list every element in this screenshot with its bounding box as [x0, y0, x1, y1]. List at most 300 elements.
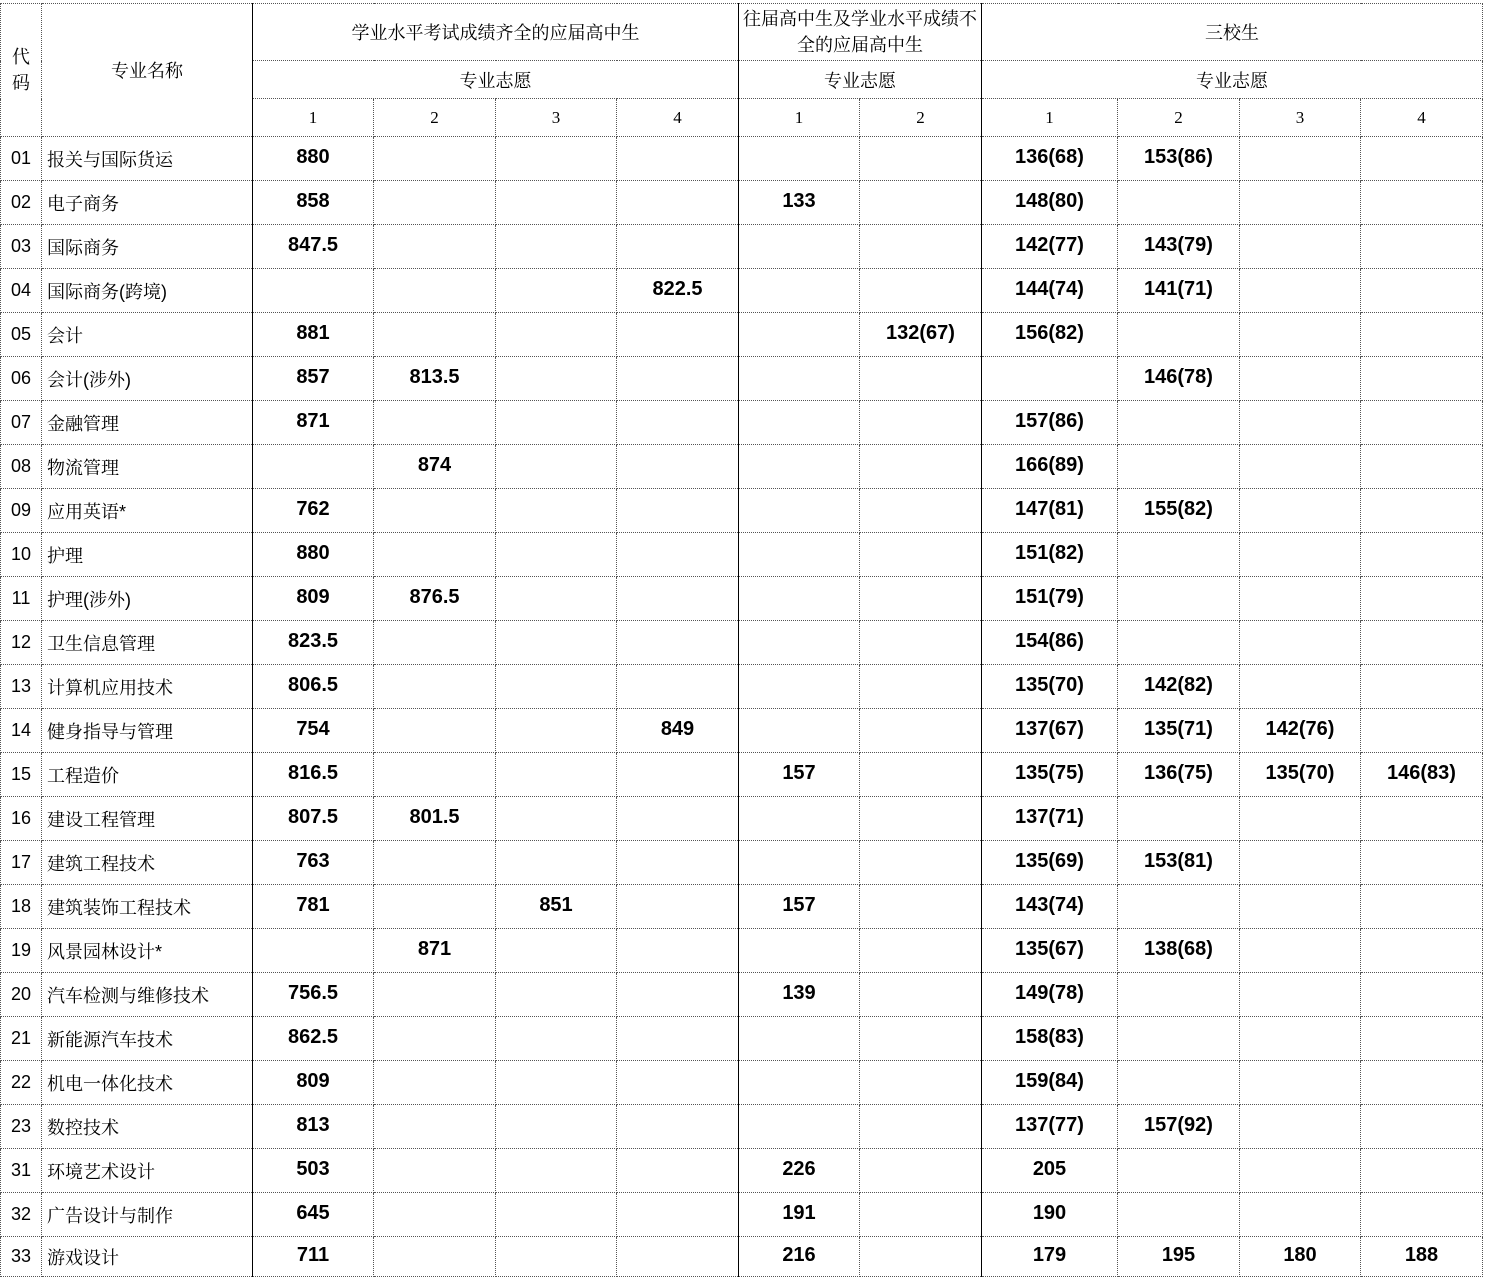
col-choice: 4 [617, 99, 739, 137]
score-cell [374, 1017, 496, 1061]
header-name [42, 4, 253, 137]
score-cell [982, 357, 1118, 401]
score-cell: 146(83) [1361, 753, 1483, 797]
score-cell [739, 489, 860, 533]
score-cell: 146(78) [1118, 357, 1240, 401]
col-choice: 4 [1361, 99, 1483, 137]
score-cell: 851 [496, 885, 617, 929]
score-cell: 874 [374, 445, 496, 489]
score-cell [1361, 269, 1483, 313]
score-cell: 144(74) [982, 269, 1118, 313]
header-code [1, 4, 42, 137]
score-cell [374, 489, 496, 533]
score-cell: 858 [253, 181, 374, 225]
score-cell [1240, 1105, 1361, 1149]
score-cell [617, 137, 739, 181]
score-cell [374, 1193, 496, 1237]
score-cell [374, 181, 496, 225]
major-code: 09 [1, 489, 42, 533]
major-code: 05 [1, 313, 42, 357]
score-cell [1361, 841, 1483, 885]
table-row [1, 577, 1483, 621]
score-cell: 195 [1118, 1237, 1240, 1277]
score-cell [739, 665, 860, 709]
score-cell [1361, 885, 1483, 929]
score-cell [617, 665, 739, 709]
score-cell: 153(81) [1118, 841, 1240, 885]
score-cell [253, 929, 374, 973]
score-cell [860, 885, 982, 929]
major-name: 国际商务(跨境) [42, 269, 253, 313]
score-cell: 142(77) [982, 225, 1118, 269]
score-cell: 138(68) [1118, 929, 1240, 973]
table-row [1, 1061, 1483, 1105]
score-cell [617, 533, 739, 577]
score-cell: 645 [253, 1193, 374, 1237]
score-cell [496, 269, 617, 313]
score-cell [617, 885, 739, 929]
score-cell [374, 1061, 496, 1105]
score-cell: 154(86) [982, 621, 1118, 665]
score-cell [860, 753, 982, 797]
major-name: 汽车检测与维修技术 [42, 973, 253, 1017]
score-cell: 822.5 [617, 269, 739, 313]
score-cell [860, 1017, 982, 1061]
table-row [1, 1017, 1483, 1061]
score-cell [1240, 1149, 1361, 1193]
major-code: 15 [1, 753, 42, 797]
score-cell [1240, 181, 1361, 225]
major-code: 33 [1, 1237, 42, 1277]
major-code: 31 [1, 1149, 42, 1193]
group1-title: 学业水平考试成绩齐全的应届高中生 [351, 23, 640, 43]
score-cell: 143(74) [982, 885, 1118, 929]
score-cell [1240, 665, 1361, 709]
score-cell: 880 [253, 137, 374, 181]
score-cell [1118, 621, 1240, 665]
score-cell [253, 269, 374, 313]
score-cell [374, 665, 496, 709]
score-cell [1361, 1017, 1483, 1061]
score-cell [617, 621, 739, 665]
score-cell [860, 137, 982, 181]
score-cell: 876.5 [374, 577, 496, 621]
score-cell: 813.5 [374, 357, 496, 401]
score-cell [1240, 841, 1361, 885]
score-cell [739, 533, 860, 577]
score-cell [617, 753, 739, 797]
score-cell [1240, 885, 1361, 929]
score-cell [1361, 1061, 1483, 1105]
score-cell: 136(68) [982, 137, 1118, 181]
major-code: 02 [1, 181, 42, 225]
score-cell [253, 445, 374, 489]
score-cell [860, 709, 982, 753]
score-cell [374, 401, 496, 445]
table-row [1, 533, 1483, 577]
score-cell [1240, 225, 1361, 269]
score-cell [374, 313, 496, 357]
score-cell: 157(92) [1118, 1105, 1240, 1149]
table-row [1, 1149, 1483, 1193]
score-cell [860, 1193, 982, 1237]
score-cell: 816.5 [253, 753, 374, 797]
score-cell: 135(70) [982, 665, 1118, 709]
table-row [1, 621, 1483, 665]
score-cell [617, 577, 739, 621]
score-cell [496, 1237, 617, 1277]
score-cell [860, 665, 982, 709]
score-cell: 809 [253, 1061, 374, 1105]
table-row [1, 269, 1483, 313]
score-cell: 881 [253, 313, 374, 357]
major-name: 计算机应用技术 [42, 665, 253, 709]
score-cell: 762 [253, 489, 374, 533]
score-cell: 147(81) [982, 489, 1118, 533]
score-cell [496, 533, 617, 577]
score-cell [860, 401, 982, 445]
score-cell [1361, 401, 1483, 445]
score-cell [1361, 621, 1483, 665]
header-group-current-full [253, 4, 739, 61]
score-cell: 503 [253, 1149, 374, 1193]
score-cell [1240, 1193, 1361, 1237]
score-cell [374, 137, 496, 181]
score-cell: 135(69) [982, 841, 1118, 885]
score-cell: 137(77) [982, 1105, 1118, 1149]
score-cell: 135(75) [982, 753, 1118, 797]
group2-title: 往届高中生及学业水平成绩不全的应届高中生 [743, 9, 977, 55]
table-row [1, 797, 1483, 841]
score-cell [739, 621, 860, 665]
score-cell [1361, 313, 1483, 357]
score-cell: 847.5 [253, 225, 374, 269]
header-code-label: 代码 [12, 47, 30, 93]
table-row [1, 753, 1483, 797]
score-cell [739, 269, 860, 313]
score-cell [374, 621, 496, 665]
score-cell [739, 445, 860, 489]
major-name: 建设工程管理 [42, 797, 253, 841]
score-cell [1361, 181, 1483, 225]
score-cell [496, 445, 617, 489]
score-cell: 148(80) [982, 181, 1118, 225]
score-cell [1118, 577, 1240, 621]
score-cell: 191 [739, 1193, 860, 1237]
score-cell [617, 401, 739, 445]
score-cell: 862.5 [253, 1017, 374, 1061]
table-row [1, 225, 1483, 269]
score-cell [374, 1149, 496, 1193]
major-code: 23 [1, 1105, 42, 1149]
score-cell [1361, 1149, 1483, 1193]
score-cell [1361, 709, 1483, 753]
score-cell [1240, 533, 1361, 577]
major-code: 20 [1, 973, 42, 1017]
score-cell: 157 [739, 885, 860, 929]
major-name: 建筑工程技术 [42, 841, 253, 885]
score-cell [1118, 401, 1240, 445]
major-name: 会计 [42, 313, 253, 357]
score-cell [1240, 1017, 1361, 1061]
score-cell: 179 [982, 1237, 1118, 1277]
score-cell: 807.5 [253, 797, 374, 841]
major-name: 工程造价 [42, 753, 253, 797]
score-cell [496, 1105, 617, 1149]
score-cell: 132(67) [860, 313, 982, 357]
score-cell [496, 665, 617, 709]
score-cell [496, 357, 617, 401]
major-code: 07 [1, 401, 42, 445]
col-choice: 3 [496, 99, 617, 137]
score-cell: 149(78) [982, 973, 1118, 1017]
col-choice: 1 [739, 99, 860, 137]
major-name: 报关与国际货运 [42, 137, 253, 181]
score-cell: 136(75) [1118, 753, 1240, 797]
major-code: 21 [1, 1017, 42, 1061]
admission-score-table [0, 3, 1483, 1277]
table-row [1, 313, 1483, 357]
major-name: 环境艺术设计 [42, 1149, 253, 1193]
major-name: 机电一体化技术 [42, 1061, 253, 1105]
score-cell [1118, 885, 1240, 929]
score-cell [1240, 621, 1361, 665]
score-cell: 151(79) [982, 577, 1118, 621]
score-cell [1118, 1149, 1240, 1193]
score-cell [496, 621, 617, 665]
score-cell [1240, 929, 1361, 973]
score-cell [860, 1105, 982, 1149]
score-cell [860, 1237, 982, 1277]
score-cell: 135(67) [982, 929, 1118, 973]
score-cell: 226 [739, 1149, 860, 1193]
score-cell [496, 709, 617, 753]
score-cell [739, 709, 860, 753]
table-row [1, 885, 1483, 929]
score-cell [617, 841, 739, 885]
major-name: 新能源汽车技术 [42, 1017, 253, 1061]
score-cell: 781 [253, 885, 374, 929]
score-cell [1240, 973, 1361, 1017]
major-code: 17 [1, 841, 42, 885]
score-cell [860, 533, 982, 577]
score-cell [739, 797, 860, 841]
table-row [1, 489, 1483, 533]
score-cell [860, 621, 982, 665]
score-cell [739, 401, 860, 445]
score-cell [617, 1105, 739, 1149]
major-name: 电子商务 [42, 181, 253, 225]
score-cell [617, 1149, 739, 1193]
score-cell [1240, 489, 1361, 533]
score-cell [496, 841, 617, 885]
score-cell: 156(82) [982, 313, 1118, 357]
score-cell [1361, 665, 1483, 709]
score-cell [374, 225, 496, 269]
score-cell [860, 269, 982, 313]
major-name: 健身指导与管理 [42, 709, 253, 753]
score-cell: 157 [739, 753, 860, 797]
score-cell [739, 841, 860, 885]
score-cell [1361, 1105, 1483, 1149]
score-cell [496, 225, 617, 269]
major-name: 国际商务 [42, 225, 253, 269]
score-cell [496, 753, 617, 797]
major-code: 10 [1, 533, 42, 577]
score-cell [496, 973, 617, 1017]
major-code: 32 [1, 1193, 42, 1237]
score-cell: 806.5 [253, 665, 374, 709]
score-cell [739, 313, 860, 357]
score-cell: 137(67) [982, 709, 1118, 753]
score-cell [739, 1061, 860, 1105]
major-name: 应用英语* [42, 489, 253, 533]
score-cell [860, 1061, 982, 1105]
score-cell [496, 137, 617, 181]
score-cell: 216 [739, 1237, 860, 1277]
score-cell [617, 489, 739, 533]
score-cell: 133 [739, 181, 860, 225]
col-choice: 2 [860, 99, 982, 137]
major-code: 16 [1, 797, 42, 841]
score-cell: 190 [982, 1193, 1118, 1237]
score-cell [496, 577, 617, 621]
major-code: 11 [1, 577, 42, 621]
score-cell: 754 [253, 709, 374, 753]
score-cell [1361, 445, 1483, 489]
table-body [1, 4, 1483, 1277]
score-cell [1361, 225, 1483, 269]
table-row [1, 181, 1483, 225]
score-cell: 823.5 [253, 621, 374, 665]
score-cell [1240, 401, 1361, 445]
major-code: 13 [1, 665, 42, 709]
score-cell [374, 973, 496, 1017]
score-cell [1240, 313, 1361, 357]
table-row [1, 137, 1483, 181]
score-cell [860, 841, 982, 885]
score-cell [617, 1017, 739, 1061]
score-cell [496, 1061, 617, 1105]
score-cell [860, 929, 982, 973]
score-cell: 801.5 [374, 797, 496, 841]
score-cell [1240, 137, 1361, 181]
col-choice: 2 [1118, 99, 1240, 137]
score-cell [374, 841, 496, 885]
major-name: 数控技术 [42, 1105, 253, 1149]
score-cell [860, 797, 982, 841]
score-cell: 159(84) [982, 1061, 1118, 1105]
score-cell [860, 225, 982, 269]
score-cell [1240, 1061, 1361, 1105]
major-code: 19 [1, 929, 42, 973]
score-cell [496, 313, 617, 357]
score-cell [1361, 797, 1483, 841]
score-cell [617, 1061, 739, 1105]
col-choice: 1 [253, 99, 374, 137]
major-code: 18 [1, 885, 42, 929]
major-name: 卫生信息管理 [42, 621, 253, 665]
score-cell [860, 1149, 982, 1193]
score-cell [1118, 445, 1240, 489]
score-cell [617, 797, 739, 841]
group2-sub-label: 专业志愿 [739, 61, 982, 99]
score-cell [860, 357, 982, 401]
score-cell [617, 181, 739, 225]
score-cell: 711 [253, 1237, 374, 1277]
major-name: 金融管理 [42, 401, 253, 445]
score-cell [1118, 1017, 1240, 1061]
header-group-three-schools [982, 4, 1483, 61]
major-code: 22 [1, 1061, 42, 1105]
score-cell [1118, 797, 1240, 841]
header-name-label: 专业名称 [111, 61, 183, 81]
score-cell [496, 929, 617, 973]
score-cell [1361, 1193, 1483, 1237]
score-cell [496, 1017, 617, 1061]
score-cell [1118, 1061, 1240, 1105]
score-cell [374, 269, 496, 313]
score-cell: 871 [253, 401, 374, 445]
score-cell [1361, 929, 1483, 973]
table-row [1, 973, 1483, 1017]
major-name: 物流管理 [42, 445, 253, 489]
table-row [1, 929, 1483, 973]
score-cell: 180 [1240, 1237, 1361, 1277]
col-choice: 3 [1240, 99, 1361, 137]
score-cell: 813 [253, 1105, 374, 1149]
score-cell [860, 445, 982, 489]
score-cell [374, 709, 496, 753]
group1-sub-label: 专业志愿 [253, 61, 739, 99]
table-row [1, 1105, 1483, 1149]
table-row [1, 445, 1483, 489]
score-cell: 151(82) [982, 533, 1118, 577]
major-name: 风景园林设计* [42, 929, 253, 973]
major-name: 游戏设计 [42, 1237, 253, 1277]
score-cell: 880 [253, 533, 374, 577]
table-row [1, 665, 1483, 709]
col-choice: 2 [374, 99, 496, 137]
score-cell [1240, 357, 1361, 401]
major-code: 12 [1, 621, 42, 665]
score-cell [1361, 533, 1483, 577]
score-cell: 142(76) [1240, 709, 1361, 753]
major-name: 建筑装饰工程技术 [42, 885, 253, 929]
score-cell [739, 1017, 860, 1061]
score-cell [617, 1193, 739, 1237]
col-choice: 1 [982, 99, 1118, 137]
score-cell [496, 1193, 617, 1237]
score-cell [860, 973, 982, 1017]
score-cell [374, 1105, 496, 1149]
score-cell [739, 357, 860, 401]
score-cell: 142(82) [1118, 665, 1240, 709]
score-cell: 143(79) [1118, 225, 1240, 269]
score-cell [1118, 1193, 1240, 1237]
score-cell [496, 489, 617, 533]
table-row [1, 1193, 1483, 1237]
score-cell [617, 973, 739, 1017]
score-cell: 857 [253, 357, 374, 401]
table-row [1, 709, 1483, 753]
score-cell [374, 1237, 496, 1277]
score-cell [1361, 137, 1483, 181]
major-code: 14 [1, 709, 42, 753]
table-row [1, 1237, 1483, 1277]
score-cell [1240, 269, 1361, 313]
score-cell [496, 401, 617, 445]
